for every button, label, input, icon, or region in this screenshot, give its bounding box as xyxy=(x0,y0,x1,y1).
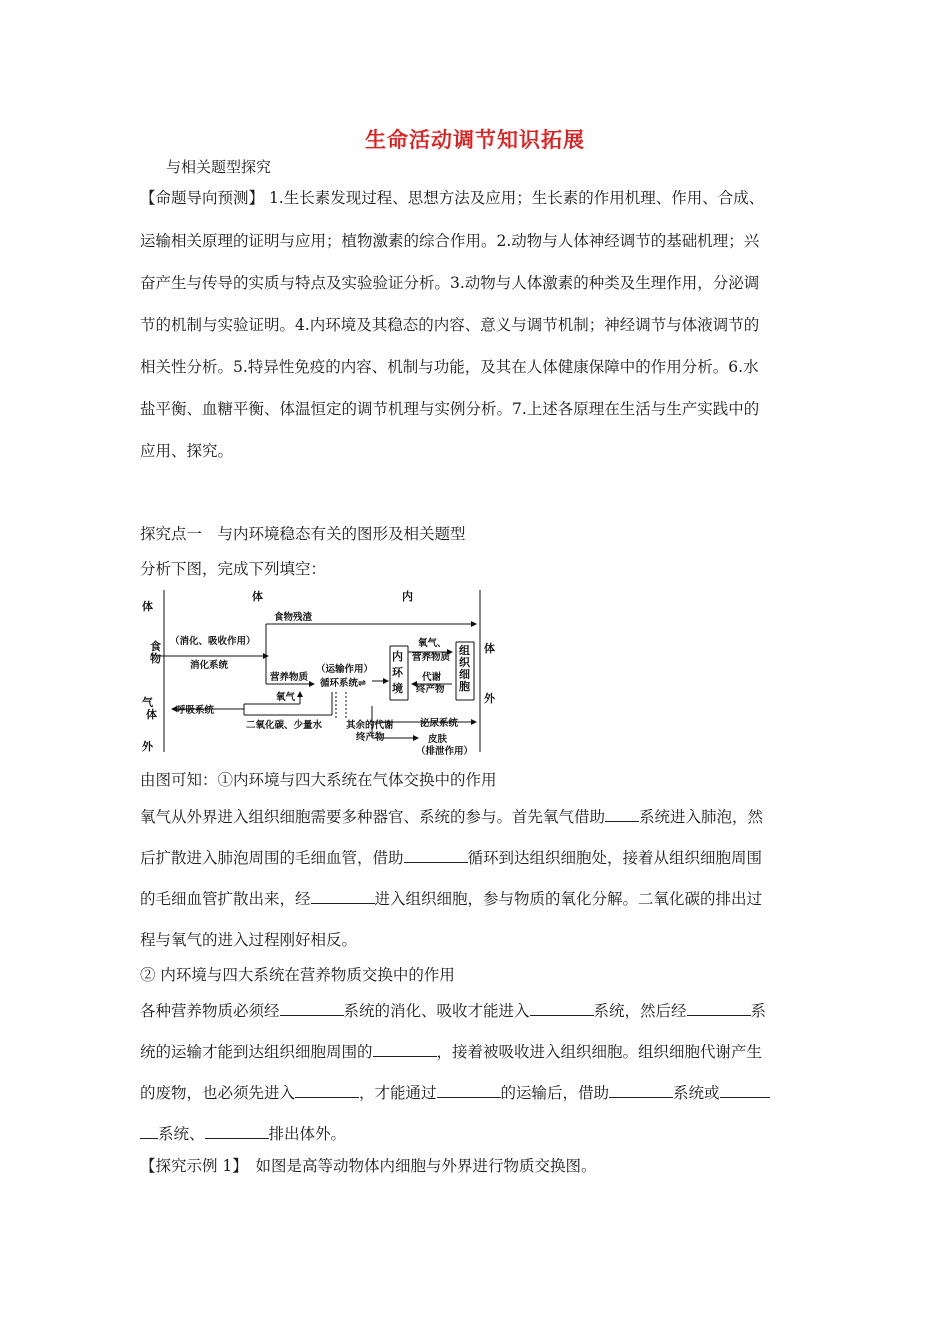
label-nei: 内 xyxy=(402,590,413,603)
label-ti-right: 体 xyxy=(484,642,495,655)
fill-blank[interactable] xyxy=(720,1083,770,1098)
label-breath: 呼吸系统 xyxy=(176,705,215,716)
fill-blank[interactable] xyxy=(609,1083,673,1098)
fill-blank[interactable] xyxy=(205,1124,269,1139)
label-urinary: 泌尿系统 xyxy=(420,718,459,729)
label-digest-1: （消化、吸收作用） xyxy=(170,636,256,647)
label-qi: 气 xyxy=(142,696,153,709)
label-skin: 皮肤 xyxy=(428,734,448,745)
prediction-line-5: 相关性分析。5.特异性免疫的内容、机制与功能，及其在人体健康保障中的作用分析。6.水 xyxy=(140,358,759,376)
text-p6: ② 内环境与四大系统在营养物质交换中的作用 xyxy=(140,966,455,984)
fill-blank[interactable] xyxy=(687,1001,751,1016)
label-food: 食 xyxy=(150,640,161,653)
prediction-line-3: 奋产生与传导的实质与特点及实验验证分析。3.动物与人体激素的种类及生理作用，分泌调 xyxy=(140,274,760,292)
label-other-1: 其余的代谢 xyxy=(346,720,394,731)
label-env-nei: 内 xyxy=(392,650,403,663)
fill-blank[interactable] xyxy=(311,889,375,904)
label-ti-top: 体 xyxy=(252,590,263,603)
fill-blank[interactable] xyxy=(404,848,468,863)
fill-blank[interactable] xyxy=(295,1083,359,1098)
exchange-diagram xyxy=(140,588,510,760)
label-metab-2: 终产物 xyxy=(416,684,445,695)
label-ti: 体 xyxy=(142,600,153,613)
label-wu: 物 xyxy=(150,652,161,665)
fill-blank[interactable] xyxy=(373,1042,437,1057)
text-p7: 各种营养物质必须经 系统的消化、吸收才能进入 系统，然后经 系 xyxy=(140,1002,767,1020)
label-wai: 外 xyxy=(142,740,153,753)
label-digest-2: 消化系统 xyxy=(190,660,229,671)
text-p5: 程与氧气的进入过程刚好相反。 xyxy=(140,931,358,949)
fill-blank[interactable] xyxy=(280,1001,344,1016)
label-cell-3: 细 xyxy=(459,668,470,681)
text-p2: 氧气从外界进入组织细胞需要多种器官、系统的参与。首先氧气借助 系统进入肺泡，然 xyxy=(140,808,764,826)
page-title: 生命活动调节知识拓展 xyxy=(365,128,585,152)
label-co2: 二氧化碳、少量水 xyxy=(246,720,323,731)
section-instruction: 分析下图，完成下列填空： xyxy=(140,560,327,578)
label-nutrient: 营养物质 xyxy=(270,672,309,683)
label-excrete: （排泄作用） xyxy=(416,746,474,757)
label-metab-1: 代谢 xyxy=(422,672,442,683)
text-p10: 系统、 排出体外。 xyxy=(140,1122,346,1144)
prediction-line-4: 节的机制与实验证明。4.内环境及其稳态的内容、意义与调节机制；神经调节与体液调节的 xyxy=(140,316,760,334)
text-p4: 的毛细血管扩散出来，经 进入组织细胞，参与物质的氧化分解。二氧化碳的排出过 xyxy=(140,890,763,908)
fill-blank[interactable] xyxy=(140,1124,158,1139)
example-heading: 【探究示例 1】 如图是高等动物体内细胞与外界进行物质交换图。 xyxy=(140,1157,597,1175)
text-p9: 的废物，也必须先进入 ，才能通过 的运输后，借助 系统或 xyxy=(140,1081,770,1103)
fill-blank[interactable] xyxy=(605,807,639,822)
fill-blank[interactable] xyxy=(437,1083,501,1098)
label-residue: 食物残渣 xyxy=(274,612,313,623)
label-nutrient-2: 营养物质 xyxy=(412,652,451,663)
label-env-jing: 境 xyxy=(392,682,403,695)
prediction-line-6: 盐平衡、血糖平衡、体温恒定的调节机理与实例分析。7.上述各原理在生活与生产实践中的 xyxy=(140,400,760,418)
prediction-line-1: 【命题导向预测】 1.生长素发现过程、思想方法及应用；生长素的作用机理、作用、合成、 xyxy=(140,189,765,207)
label-o2b: 氧气、 xyxy=(418,638,447,649)
label-transport-2: 循环系统⇌ xyxy=(320,678,366,689)
label-cell-2: 织 xyxy=(459,656,470,669)
prediction-line-7: 应用、探究。 xyxy=(140,442,234,460)
page-subtitle: 与相关题型探究 xyxy=(166,158,272,176)
label-oxygen: 氧气 xyxy=(276,692,296,703)
prediction-line-2: 运输相关原理的证明与应用；植物激素的综合作用。2.动物与人体神经调节的基础机理；兴 xyxy=(140,232,760,250)
text-p3: 后扩散进入肺泡周围的毛细血管，借助 循环到达组织细胞处，接着从组织细胞周围 xyxy=(140,849,763,867)
label-other-2: 终产物 xyxy=(356,732,385,743)
text-p1: 由图可知：①内环境与四大系统在气体交换中的作用 xyxy=(140,771,497,789)
label-ti-2: 体 xyxy=(146,708,157,721)
label-cell-1: 组 xyxy=(459,644,470,657)
section-heading: 探究点一 与内环境稳态有关的图形及相关题型 xyxy=(140,525,466,543)
label-cell-4: 胞 xyxy=(459,680,470,693)
text-p8: 统的运输才能到达组织细胞周围的 ，接着被吸收进入组织细胞。组织细胞代谢产生 xyxy=(140,1043,763,1061)
prediction-label: 【命题导向预测】 xyxy=(140,189,265,207)
label-transport-1: （运输作用） xyxy=(316,664,374,675)
label-env-huan: 环 xyxy=(392,666,403,679)
label-wai-right: 外 xyxy=(484,692,495,705)
fill-blank[interactable] xyxy=(530,1001,594,1016)
